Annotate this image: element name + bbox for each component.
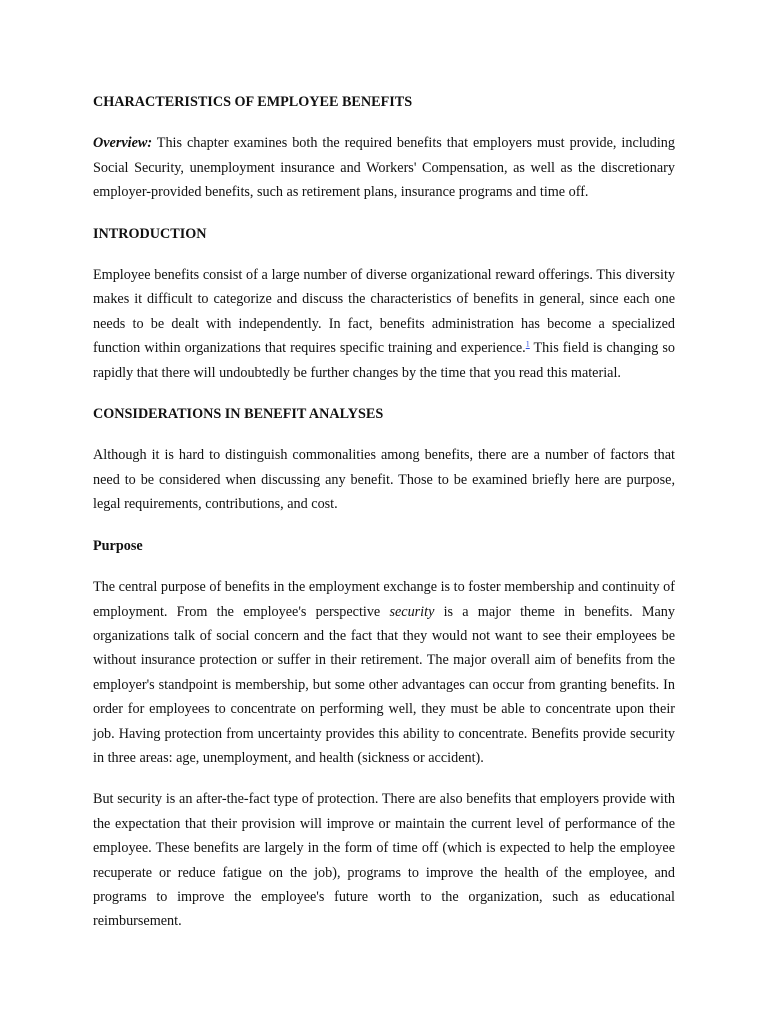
- overview-paragraph: [93, 131, 675, 204]
- introduction-paragraph: [93, 263, 675, 385]
- purpose-paragraph-1: [93, 575, 675, 770]
- document-page: [93, 90, 675, 934]
- considerations-heading: CONSIDERATIONS IN BENEFIT ANALYSES: [93, 406, 384, 423]
- introduction-text-before: Employee benefits consist of a large number of diverse organizational reward offerings. This diversity makes it difficult to categorize and discuss the characteristics of benefits in general, since each one needs to be dealt with independently. In fact, benefits administration has become a specialized function within organizations that requires specific training and experience.: [93, 267, 675, 357]
- purpose-p1-after: is a major theme in benefits. Many organizations talk of social concern and the fact that they would not want to see their employees be without insurance protection or suffer in their retirement. The major overall aim of benefits from the employer's standpoint is membership, but some other advantages can occur from granting benefits. In order for employees to concentrate on performing well, they must be able to concentrate upon their job. Having protection from uncertainty provides this ability to concentrate. Benefits provide security in three areas: age, unemployment, and health (sickness or accident).: [93, 603, 675, 766]
- purpose-heading: Purpose: [93, 537, 143, 554]
- purpose-p1-before: The central purpose of benefits in the employment exchange is to foster membership and continuity of employment. From the employee's perspective: [93, 579, 675, 620]
- footnote-link[interactable]: 1: [525, 339, 530, 349]
- overview-text: This chapter examines both the required benefits that employers must provide, including Social Security, unemployment insurance and Workers' Compensation, as well as the discretionary employer-provided benefits, such as retirement plans, insurance programs and time off.: [93, 135, 675, 201]
- introduction-text-after: This field is changing so rapidly that there will undoubtedly be further changes by the time that you read this material.: [93, 340, 675, 381]
- introduction-heading: INTRODUCTION: [93, 225, 207, 242]
- considerations-paragraph: Although it is hard to distinguish commonalities among benefits, there are a number of factors that need to be considered when discussing any benefit. Those to be examined briefly here are purpose, legal requirements, contributions, and cost.: [93, 447, 675, 513]
- purpose-p1-emphasis: security: [389, 603, 435, 620]
- document-title: CHARACTERISTICS OF EMPLOYEE BENEFITS: [93, 94, 413, 110]
- overview-label: Overview:: [93, 135, 153, 152]
- purpose-paragraph-2: But security is an after-the-fact type of protection. There are also benefits that employers provide with the expectation that their provision will improve or maintain the current level of performance of the employee. These benefits are largely in the form of time off (which is expected to help the employee recuperate or reduce fatigue on the job), programs to improve the health of the employee, and programs to improve the employee's future worth to the organization, such as educational reimbursement.: [93, 791, 675, 930]
